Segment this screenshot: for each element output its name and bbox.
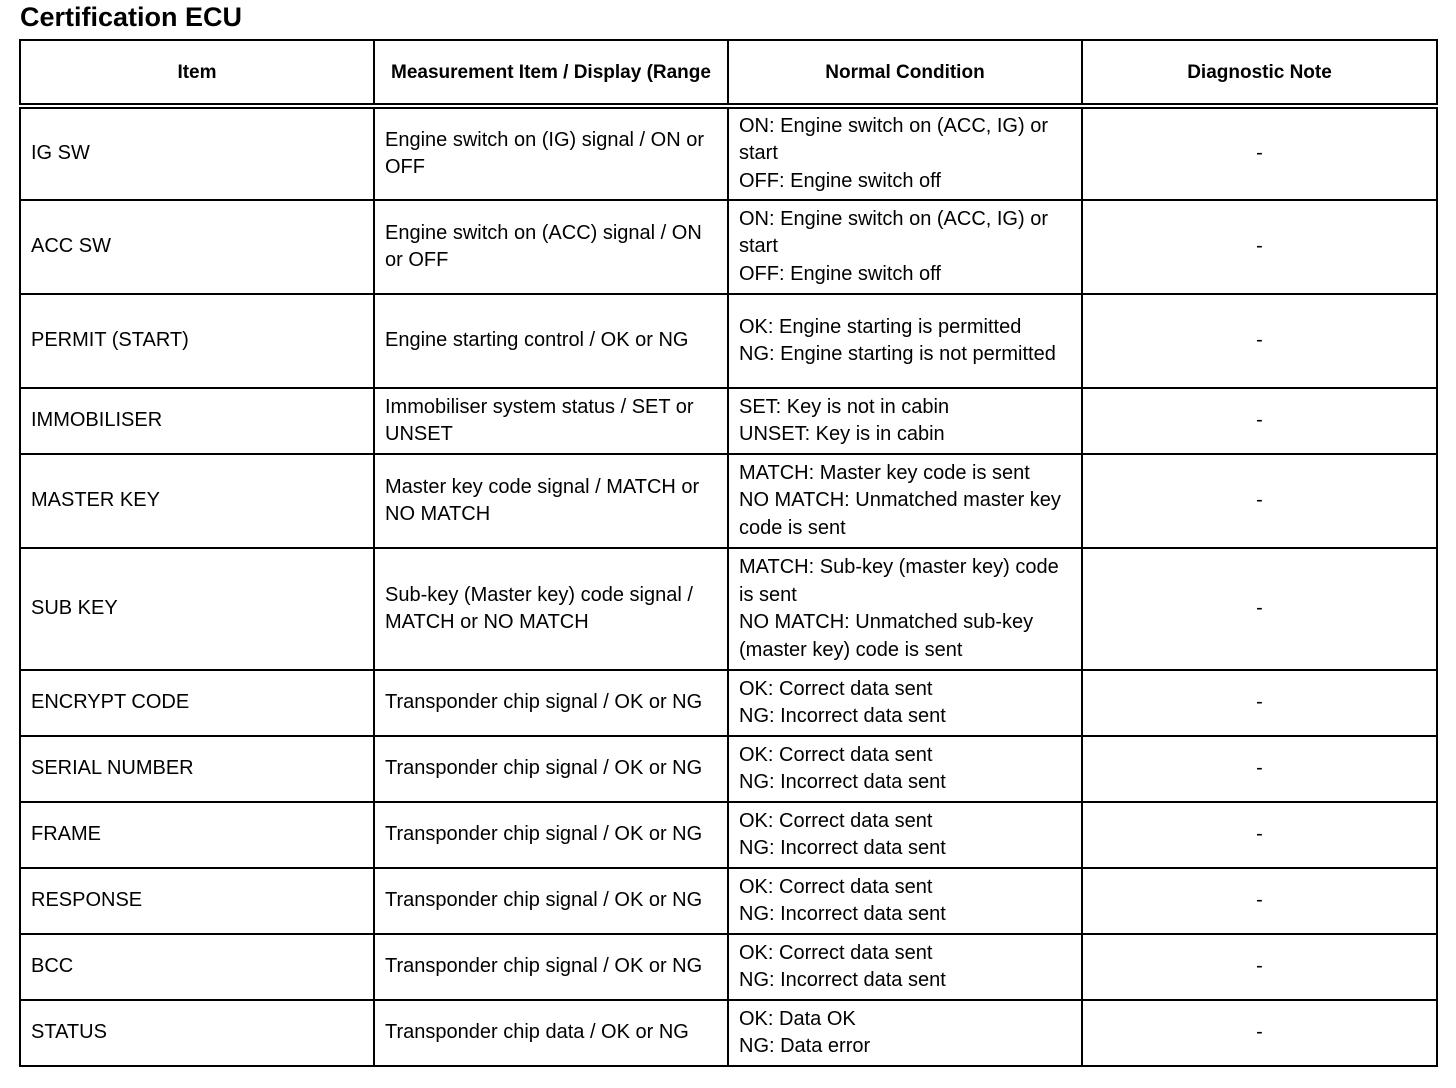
table-row: [20, 200, 1437, 294]
normal-condition-line: OK: Correct data sent: [739, 809, 933, 832]
normal-condition-line: NO MATCH: Unmatched sub-key (master key) code is sent: [739, 611, 1034, 661]
cell-item: ENCRYPT CODE: [20, 670, 374, 736]
cell-diagnostic-note: -: [1082, 388, 1437, 454]
cell-measurement: Transponder chip data / OK or NG: [374, 1000, 728, 1066]
cell-item: ACC SW: [20, 200, 374, 294]
cell-normal-condition: [728, 454, 1082, 548]
cell-measurement: Engine starting control / OK or NG: [374, 294, 728, 388]
table-row: [20, 670, 1437, 736]
table-row: [20, 388, 1437, 454]
cell-diagnostic-note: -: [1082, 868, 1437, 934]
normal-condition-line: OK: Correct data sent: [739, 677, 933, 700]
cell-measurement: Sub-key (Master key) code signal / MATCH or NO MATCH: [374, 548, 728, 670]
cell-measurement: Master key code signal / MATCH or NO MATCH: [374, 454, 728, 548]
normal-condition-line: NG: Incorrect data sent: [739, 903, 946, 925]
table-row: [20, 736, 1437, 802]
normal-condition-line: UNSET: Key is in cabin: [739, 423, 945, 445]
normal-condition-line: MATCH: Sub-key (master key) code is sent: [739, 556, 1059, 606]
cell-normal-condition: [728, 934, 1082, 1000]
cell-diagnostic-note: -: [1082, 670, 1437, 736]
cell-item: PERMIT (START): [20, 294, 374, 388]
cell-normal-condition: [728, 802, 1082, 868]
cell-normal-condition: [728, 388, 1082, 454]
data-list-table: [19, 39, 1438, 1067]
table-row: [20, 802, 1437, 868]
cell-normal-condition: [728, 868, 1082, 934]
normal-condition-line: OFF: Engine switch off: [739, 262, 941, 285]
cell-item: IMMOBILISER: [20, 388, 374, 454]
normal-condition-line: ON: Engine switch on (ACC, IG) or start: [739, 207, 1048, 258]
normal-condition-line: OFF: Engine switch off: [739, 169, 941, 192]
cell-normal-condition: [728, 294, 1082, 388]
cell-item: BCC: [20, 934, 374, 1000]
cell-item: STATUS: [20, 1000, 374, 1066]
cell-item: MASTER KEY: [20, 454, 374, 548]
normal-condition-line: OK: Data OK: [739, 1007, 856, 1030]
cell-normal-condition: [728, 670, 1082, 736]
cell-measurement: Transponder chip signal / OK or NG: [374, 868, 728, 934]
cell-diagnostic-note: -: [1082, 1000, 1437, 1066]
header-measurement: Measurement Item / Display (Range: [374, 40, 728, 106]
header-normal-condition: Normal Condition: [728, 40, 1082, 106]
normal-condition-line: SET: Key is not in cabin: [739, 395, 950, 418]
cell-diagnostic-note: -: [1082, 802, 1437, 868]
cell-measurement: Immobiliser system status / SET or UNSET: [374, 388, 728, 454]
table-row: [20, 548, 1437, 670]
cell-diagnostic-note: -: [1082, 454, 1437, 548]
cell-diagnostic-note: -: [1082, 200, 1437, 294]
normal-condition-line: OK: Correct data sent: [739, 743, 933, 766]
cell-item: SUB KEY: [20, 548, 374, 670]
cell-normal-condition: [728, 200, 1082, 294]
table-row: [20, 868, 1437, 934]
cell-diagnostic-note: -: [1082, 294, 1437, 388]
header-item: Item: [20, 40, 374, 106]
cell-measurement: Transponder chip signal / OK or NG: [374, 736, 728, 802]
cell-item: RESPONSE: [20, 868, 374, 934]
table-row: [20, 106, 1437, 200]
cell-diagnostic-note: -: [1082, 736, 1437, 802]
cell-diagnostic-note: -: [1082, 106, 1437, 200]
normal-condition-line: NG: Incorrect data sent: [739, 705, 946, 727]
normal-condition-line: OK: Correct data sent: [739, 875, 933, 898]
normal-condition-line: NG: Incorrect data sent: [739, 969, 946, 991]
table-row: [20, 294, 1437, 388]
normal-condition-line: OK: Engine starting is permitted: [739, 315, 1022, 338]
normal-condition-line: NG: Data error: [739, 1035, 871, 1057]
cell-normal-condition: [728, 548, 1082, 670]
cell-item: SERIAL NUMBER: [20, 736, 374, 802]
cell-measurement: Engine switch on (IG) signal / ON or OFF: [374, 106, 728, 200]
cell-normal-condition: [728, 736, 1082, 802]
table-header-row: [20, 40, 1437, 106]
page-title: Certification ECU: [20, 2, 243, 32]
normal-condition-line: NG: Engine starting is not permitted: [739, 343, 1056, 365]
cell-item: FRAME: [20, 802, 374, 868]
cell-measurement: Transponder chip signal / OK or NG: [374, 802, 728, 868]
normal-condition-line: MATCH: Master key code is sent: [739, 461, 1030, 484]
normal-condition-line: OK: Correct data sent: [739, 941, 933, 964]
cell-measurement: Engine switch on (ACC) signal / ON or OFF: [374, 200, 728, 294]
normal-condition-line: NO MATCH: Unmatched master key code is sent: [739, 489, 1061, 539]
table-row: [20, 454, 1437, 548]
cell-diagnostic-note: -: [1082, 934, 1437, 1000]
cell-normal-condition: [728, 106, 1082, 200]
cell-diagnostic-note: -: [1082, 548, 1437, 670]
normal-condition-line: NG: Incorrect data sent: [739, 771, 946, 793]
cell-measurement: Transponder chip signal / OK or NG: [374, 670, 728, 736]
cell-measurement: Transponder chip signal / OK or NG: [374, 934, 728, 1000]
cell-normal-condition: [728, 1000, 1082, 1066]
cell-item: IG SW: [20, 106, 374, 200]
header-diagnostic-note: Diagnostic Note: [1082, 40, 1437, 106]
normal-condition-line: ON: Engine switch on (ACC, IG) or start: [739, 114, 1048, 165]
normal-condition-line: NG: Incorrect data sent: [739, 837, 946, 859]
table-row: [20, 1000, 1437, 1066]
table-row: [20, 934, 1437, 1000]
